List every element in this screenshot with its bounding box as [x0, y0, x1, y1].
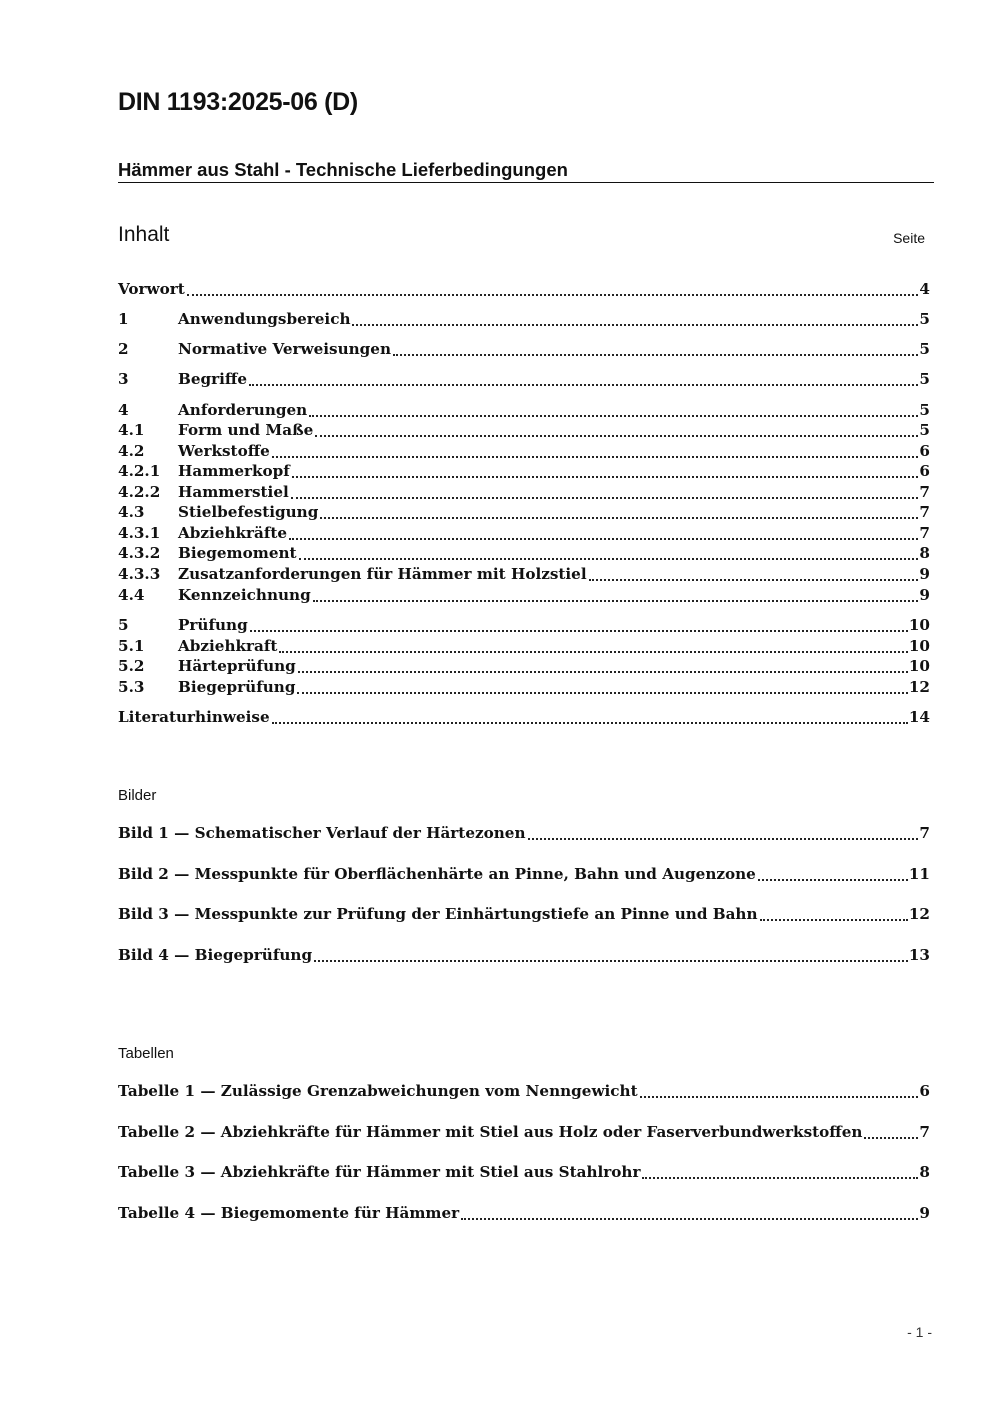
table-entry-2[interactable]: [118, 1122, 930, 1142]
toc-entry-number: 5.1: [118, 637, 145, 655]
toc-entry-page: 10: [908, 616, 930, 634]
toc-entry-title: Prüfung: [178, 616, 248, 634]
toc-entry-number: 4.2: [118, 442, 145, 460]
toc-entry-page: 5: [919, 401, 930, 419]
dot-leader: [314, 952, 908, 962]
figure-entry-page: 12: [908, 905, 930, 923]
figure-entry-page: 13: [908, 946, 930, 964]
toc-heading: Inhalt: [118, 223, 170, 246]
toc-entry-page: 5: [919, 421, 930, 439]
figure-entry-2[interactable]: [118, 864, 930, 884]
toc-entry-page: 8: [919, 544, 930, 562]
toc-entry-title: Stielbefestigung: [178, 503, 319, 521]
dot-leader: [461, 1210, 918, 1220]
dot-leader: [272, 448, 919, 458]
title-divider: [118, 182, 934, 183]
dot-leader: [758, 871, 908, 881]
dot-leader: [313, 592, 919, 602]
dot-leader: [250, 622, 908, 632]
figure-entry-title: Bild 2 — Messpunkte für Oberflächenhärte an Pinne, Bahn und Augenzone: [118, 865, 756, 883]
toc-entry-page: 7: [919, 503, 930, 521]
dot-leader: [320, 509, 918, 519]
toc-entry-page: 9: [919, 565, 930, 583]
toc-entry-number: 3: [118, 370, 129, 388]
figure-entry-title: Bild 1 — Schematischer Verlauf der Härtezonen: [118, 824, 526, 842]
toc-entry-title: Hammerkopf: [178, 462, 290, 480]
toc-entry-number: 4.2.1: [118, 462, 161, 480]
dot-leader: [864, 1129, 918, 1139]
toc-entry-4-3[interactable]: [118, 502, 930, 522]
toc-entry-number: 4.4: [118, 586, 145, 604]
toc-entry-vorwort[interactable]: [118, 279, 930, 299]
toc-entry-number: 2: [118, 340, 129, 358]
dot-leader: [393, 346, 918, 356]
figures-heading: Bilder: [118, 787, 157, 804]
toc-entry-title: Abziehkraft: [178, 637, 278, 655]
dot-leader: [272, 714, 908, 724]
dot-leader: [589, 571, 919, 581]
figure-entry-title: Bild 3 — Messpunkte zur Prüfung der Einhärtungstiefe an Pinne und Bahn: [118, 905, 758, 923]
document-subtitle: Hämmer aus Stahl - Technische Lieferbedingungen: [118, 159, 568, 180]
toc-entry-page: 4: [919, 280, 930, 298]
dot-leader: [315, 427, 918, 437]
toc-entry-number: 4: [118, 401, 129, 419]
toc-entry-title: Hammerstiel: [178, 483, 289, 501]
toc-entry-title: Härteprüfung: [178, 657, 296, 675]
toc-entry-4-3-2[interactable]: [118, 543, 930, 563]
figure-entry-title: Bild 4 — Biegeprüfung: [118, 946, 313, 964]
toc-entry-literaturhinweise[interactable]: [118, 707, 930, 727]
toc-entry-title: Zusatzanforderungen für Hämmer mit Holzstiel: [178, 565, 587, 583]
toc-entry-page: 5: [919, 370, 930, 388]
toc-entry-4-4[interactable]: [118, 585, 930, 605]
table-entry-title: Tabelle 1 — Zulässige Grenzabweichungen vom Nenngewicht: [118, 1082, 638, 1100]
toc-entry-page: 14: [908, 708, 930, 726]
dot-leader: [642, 1169, 918, 1179]
toc-entry-4[interactable]: [118, 400, 930, 420]
toc-entry-title: Abziehkräfte: [178, 524, 288, 542]
toc-entry-5-2[interactable]: [118, 656, 930, 676]
figure-entry-page: 11: [908, 865, 930, 883]
toc-entry-number: 5: [118, 616, 129, 634]
toc-entry-4-2-1[interactable]: [118, 461, 930, 481]
toc-entry-page: 10: [908, 637, 930, 655]
toc-entry-page: 5: [919, 310, 930, 328]
table-entry-page: 6: [919, 1082, 930, 1100]
toc-entry-5-3[interactable]: [118, 677, 930, 697]
table-entry-title: Tabelle 4 — Biegemomente für Hämmer: [118, 1204, 460, 1222]
toc-entry-4-1[interactable]: [118, 420, 930, 440]
table-entry-page: 7: [919, 1123, 930, 1141]
toc-entry-title: Biegeprüfung: [178, 678, 296, 696]
dot-leader: [297, 684, 907, 694]
toc-entry-title: Werkstoffe: [178, 442, 270, 460]
toc-entry-4-3-3[interactable]: [118, 564, 930, 584]
toc-entry-number: 1: [118, 310, 129, 328]
tables-heading: Tabellen: [118, 1045, 174, 1062]
toc-entry-page: 7: [919, 524, 930, 542]
page-number: - 1 -: [907, 1324, 932, 1340]
toc-entry-title: Literaturhinweise: [118, 708, 270, 726]
toc-entry-number: 5.3: [118, 678, 145, 696]
toc-entry-5-1[interactable]: [118, 636, 930, 656]
dot-leader: [249, 376, 918, 386]
toc-entry-number: 4.1: [118, 421, 145, 439]
toc-entry-title: Biegemoment: [178, 544, 297, 562]
dot-leader: [292, 468, 919, 478]
toc-entry-number: 4.3.3: [118, 565, 161, 583]
toc-entry-title: Begriffe: [178, 370, 248, 388]
dot-leader: [528, 830, 919, 840]
toc-entry-page: 5: [919, 340, 930, 358]
toc-entry-page: 9: [919, 586, 930, 604]
figure-entry-3[interactable]: [118, 904, 930, 924]
figure-entry-4[interactable]: [118, 945, 930, 965]
toc-entry-page: 7: [919, 483, 930, 501]
toc-entry-number: 4.3.1: [118, 524, 161, 542]
toc-entry-number: 4.2.2: [118, 483, 161, 501]
dot-leader: [289, 530, 918, 540]
dot-leader: [299, 550, 919, 560]
toc-entry-page: 6: [919, 442, 930, 460]
dot-leader: [279, 643, 907, 653]
toc-entry-page: 6: [919, 462, 930, 480]
toc-entry-4-3-1[interactable]: [118, 523, 930, 543]
table-entry-4[interactable]: [118, 1203, 930, 1223]
dot-leader: [640, 1088, 919, 1098]
dot-leader: [187, 286, 919, 296]
dot-leader: [298, 663, 908, 673]
toc-entry-5[interactable]: [118, 615, 930, 635]
toc-entry-3[interactable]: [118, 369, 930, 389]
dot-leader: [291, 489, 919, 499]
dot-leader: [352, 316, 918, 326]
table-entry-title: Tabelle 2 — Abziehkräfte für Hämmer mit Stiel aus Holz oder Faserverbundwerkstoffen: [118, 1123, 863, 1141]
toc-entry-4-2[interactable]: [118, 441, 930, 461]
toc-entry-title: Anforderungen: [178, 401, 308, 419]
toc-entry-title: Kennzeichnung: [178, 586, 311, 604]
table-entry-1[interactable]: [118, 1081, 930, 1101]
toc-entry-title: Form und Maße: [178, 421, 314, 439]
table-entry-3[interactable]: [118, 1162, 930, 1182]
page-column-label: Seite: [893, 230, 925, 246]
figure-entry-page: 7: [919, 824, 930, 842]
figure-entry-1[interactable]: [118, 823, 930, 843]
toc-entry-title: Anwendungsbereich: [178, 310, 351, 328]
toc-entry-number: 4.3.2: [118, 544, 161, 562]
toc-entry-title: Normative Verweisungen: [178, 340, 392, 358]
toc-entry-1[interactable]: [118, 309, 930, 329]
toc-entry-number: 5.2: [118, 657, 145, 675]
toc-entry-page: 10: [908, 657, 930, 675]
toc-entry-number: 4.3: [118, 503, 145, 521]
toc-entry-page: 12: [908, 678, 930, 696]
table-entry-title: Tabelle 3 — Abziehkräfte für Hämmer mit Stiel aus Stahlrohr: [118, 1163, 641, 1181]
document-title: DIN 1193:2025-06 (D): [118, 88, 358, 116]
toc-entry-title: Vorwort: [118, 280, 185, 298]
dot-leader: [760, 911, 908, 921]
toc-entry-2[interactable]: [118, 339, 930, 359]
toc-entry-4-2-2[interactable]: [118, 482, 930, 502]
dot-leader: [309, 407, 918, 417]
table-entry-page: 9: [919, 1204, 930, 1222]
table-entry-page: 8: [919, 1163, 930, 1181]
